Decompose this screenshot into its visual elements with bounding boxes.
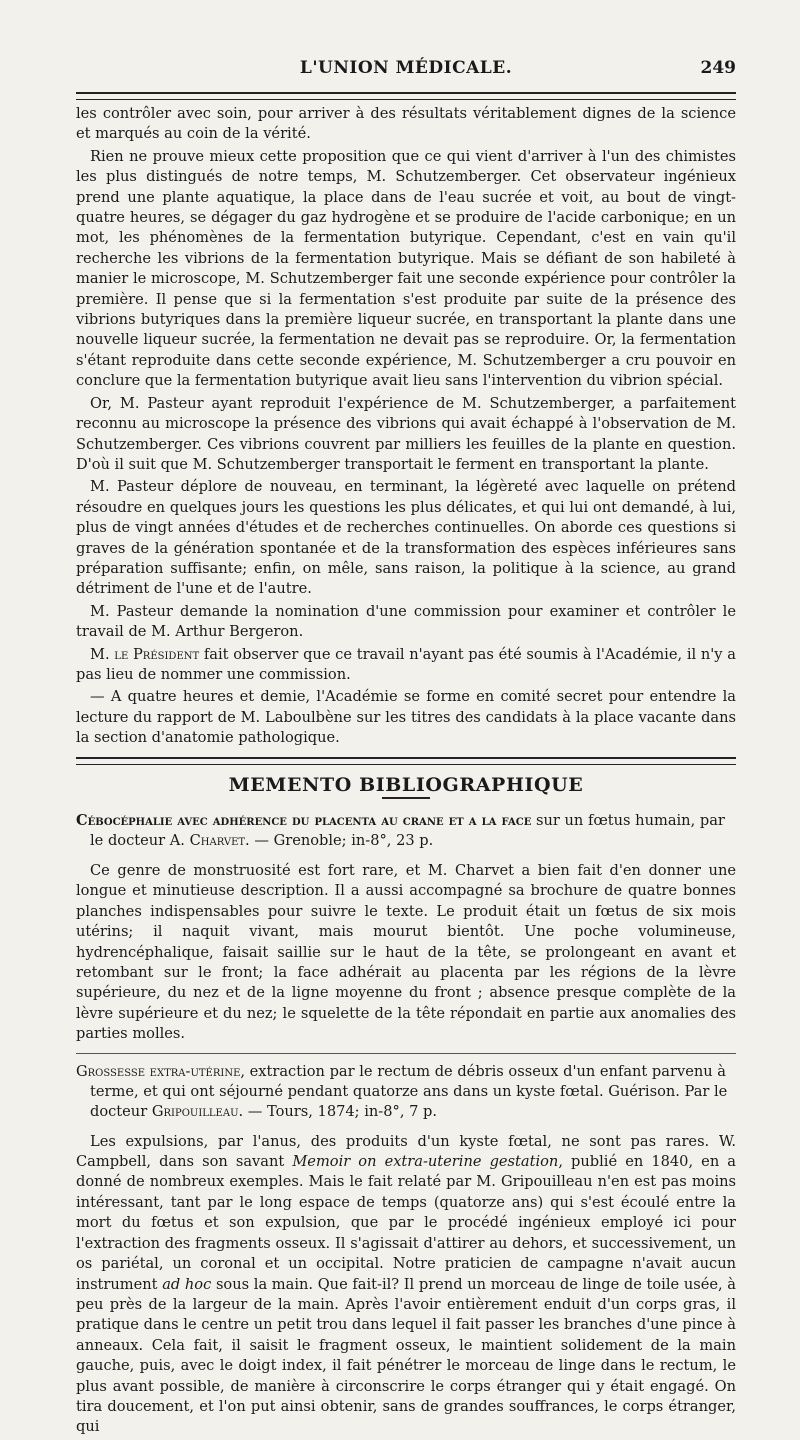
page-number: 249 bbox=[700, 58, 736, 78]
page-header bbox=[76, 58, 736, 86]
entry-divider bbox=[76, 1053, 736, 1054]
entry-2-body: Les expulsions, par l'anus, des produits d'un kyste fœtal, ne sont pas rares. W. Campbell, dans son savant Memoir on extra-uterine gestation, publié en 1840, en a donné de nombreux exemples. Mais le fait relaté par M. Gripouilleau n'en est pas moins intéressant, tant par le long espace de temps (quatorze ans) qui s'est écoulé entre la mort du fœtus et son expulsion, que par le procédé ingénieux employé ici pour l'extraction des fragments osseux. Il s'agissait d'attirer au dehors, et successivement, un os pariétal, un coronal et un occipital. Notre praticien de campagne n'avait aucun instrument ad hoc sous la main. Que fait-il? Il prend un morceau de linge de toile usée, à peu près de la largeur de la main. Après l'avoir entièrement enduit d'un corps gras, il pratique dans le centre un petit trou dans lequel il fait passer les branches d'une pince à anneaux. Cela fait, il saisit le fragment osseux, le maintient solidement de la main gauche, puis, avec le doigt index, il fait pénétrer le morceau de linge dans le rectum, le plus avant possible, de manière à circonscrire le corps étranger qui y était engagé. On tira doucement, et l'on put ainsi obtenir, sans de grandes souffrances, le corps étranger, qui bbox=[76, 1132, 736, 1436]
page-body bbox=[76, 104, 736, 1440]
section-rule bbox=[76, 757, 736, 765]
paragraph: Rien ne prouve mieux cette proposition que ce qui vient d'arriver à l'un des chimistes les plus distingués de notre temps, M. Schutzemberger. Cet observateur ingénieux prend une plante aquatique, la place dans de l'eau sucrée et voit, au bout de vingt-quatre heures, se dégager du gaz hydrogène et se produire de l'acide carbonique; en un mot, les phénomènes de la fermentation butyrique. Cependant, c'est en vain qu'il recherche les vibrions de la fermentation butyrique. Mais se défiant de son habileté à manier le microscope, M. Schutzemberger fait une seconde expérience pour contrôler la première. Il pense que si la fermentation s'est produite par suite de la présence des vibrions butyriques dans la première liqueur sucrée, en transportant la plante dans une nouvelle liqueur sucrée, la fermentation ne devait pas se reproduire. Or, la fermentation s'étant reproduite dans cette seconde expérience, M. Schutzemberger a cru pouvoir en conclure que la fermentation butyrique avait lieu sans l'intervention du vibrion spécial. bbox=[76, 147, 736, 390]
header-rule bbox=[76, 92, 736, 100]
paragraph: M. Pasteur demande la nomination d'une commission pour examiner et contrôler le travail de M. Arthur Bergeron. bbox=[76, 602, 736, 641]
paragraph: les contrôler avec soin, pour arriver à des résultats véritablement dignes de la science et marqués au coin de la vérité. bbox=[76, 105, 736, 143]
entry-1-body: Ce genre de monstruosité est fort rare, et M. Charvet a bien fait d'en donner une longue et minutieuse description. Il a aussi accompagné sa brochure de quatre bonnes planches indispensables pour suivre le texte. Le produit était un fœtus de six mois utérins; il naquit vivant, mais mourut bientôt. Une poche volumineuse, hydrencéphalique, faisait saillie sur le haut de la tête, se prolongeant en avant et retombant sur le front; la face adhérait au placenta par les régions de la lèvre supérieure, du nez et de la ligne moyenne du front ; absence presque complète de la lèvre supérieure et du nez; le squelette de la tête répondait en partie aux anomalies des parties molles. bbox=[76, 862, 736, 1043]
paragraph: M. Pasteur déplore de nouveau, en terminant, la légèreté avec laquelle on prétend résoudre en quelques jours les questions les plus délicates, et qui lui ont demandé, à lui, plus de vingt années d'études et de recherches continuelles. On aborde ces questions si graves de la génération spontanée et de la transformation des espèces inférieures sans préparation suffisante; enfin, on mêle, sans raison, la politique à la science, au grand détriment de l'une et de l'autre. bbox=[76, 478, 736, 598]
entry-1-heading: Cébocéphalie avec adhérence du placenta au crane et a la face sur un fœtus humain, par le docteur A. Charvet. — Grenoble; in-8°, 23 p. bbox=[76, 812, 725, 849]
paragraph: M. le Président fait observer que ce travail n'ayant pas été soumis à l'Académie, il n'y a pas lieu de nommer une commission. bbox=[76, 645, 736, 683]
running-title: L'UNION MÉDICALE. bbox=[299, 58, 513, 78]
entry-2-heading: Grossesse extra-utérine, extraction par le rectum de débris osseux d'un enfant parvenu à terme, et qui ont séjourné pendant quatorze ans dans un kyste fœtal. Guérison. Par le docteur Gripouilleau. — Tours, 1874; in-8°, 7 p. bbox=[76, 1062, 728, 1120]
heading-rule bbox=[382, 797, 430, 799]
president-label: M. le Président bbox=[90, 645, 200, 663]
paragraph: Or, M. Pasteur ayant reproduit l'expérience de M. Schutzemberger, a parfaitement reconnu au microscope la présence des vibrions qui avait échappé à l'observation de M. Schutzemberger. Ces vibrions couvrent par milliers les feuilles de la plante en question. D'où il suit que M. Schutzemberger transportait le ferment en transportant la plante. bbox=[76, 394, 736, 473]
memento-heading: MEMENTO BIBLIOGRAPHIQUE bbox=[228, 773, 584, 796]
paragraph: — A quatre heures et demie, l'Académie se forme en comité secret pour entendre la lecture du rapport de M. Laboulbène sur les titres des candidats à la place vacante dans la section d'anatomie pathologique. bbox=[76, 688, 736, 747]
